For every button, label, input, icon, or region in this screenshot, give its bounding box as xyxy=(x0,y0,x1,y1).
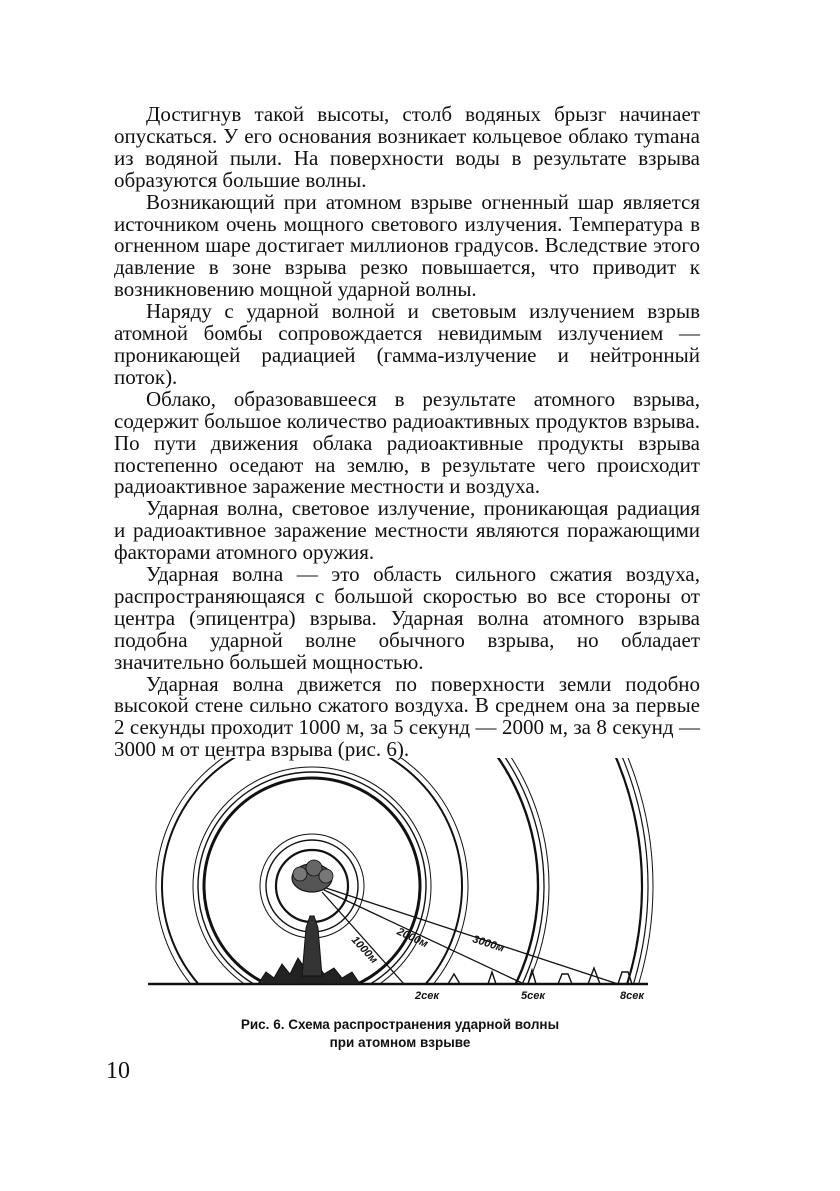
wave-5sec-ring xyxy=(148,758,538,1008)
distance-label-3000m: 3000м xyxy=(470,933,506,955)
distance-label-1000m: 1000м xyxy=(348,933,380,967)
distant-buildings xyxy=(448,968,632,984)
paragraph-4: Облако, образовавшееся в результате атомного взрыва, содержит большое количество радиоактивных продуктов взрыва. По пути движения облака радиоактивные продукты взрыва постепенно оседают на землю, в результате чего происходит радиоактивное заражение местности и воздуха. xyxy=(114,386,700,499)
wave-8sec-ring xyxy=(148,758,648,1008)
paragraph-6: Ударная волна — это область сильного сжатия воздуха, распространяющаяся с большой скоростью во все стороны от центра (эпицентра) взрыва. Ударная волна атомного взрыва подобна ударной волне обычного взрыва, но обладает значительно большей мощностью. xyxy=(114,562,700,674)
explosion-column xyxy=(302,916,322,976)
wave-8sec-ring xyxy=(148,758,642,1008)
paragraph-7: Ударная волна движется по поверхности земли подобно высокой стене сильно сжатого воздуха. В среднем она за первые 2 секунды проходит 1000 м, за 5 секунд — 2000 м, за 8 секунд — 3000 м от центра взрыва (рис. 6). xyxy=(114,671,700,762)
caption-line-2: при атомном взрыве xyxy=(329,1035,471,1050)
paragraph-2: Возникающий при атомном взрыве огненный шар является источником очень мощного светового излучения. Температура в огненном шаре достигает миллионов градусов. Вследствие этого давление в зоне взрыва резко повышается, что приводит к возникновению мощной ударной волны. xyxy=(114,189,700,302)
paragraph-1: Достигнув такой высоты, столб водяных брызг начинает опускаться. У его основания возникает кольцевое облако туmана из водяной пыли. На поверхности воды в результате взрыва образуются большие волны. xyxy=(114,102,700,192)
figure-caption xyxy=(190,1016,610,1052)
ray-3000m xyxy=(326,888,618,984)
time-label-2sec: 2сек xyxy=(415,990,439,1002)
page-number: 10 xyxy=(106,1058,130,1084)
wave-5sec-ring xyxy=(148,758,544,1008)
shock-wave-figure xyxy=(148,758,668,1008)
shock-wave-diagram xyxy=(148,758,668,1008)
fireball-icon xyxy=(292,860,333,892)
distance-label-2000m: 2000м xyxy=(394,925,430,951)
time-label-5sec: 5сек xyxy=(521,990,545,1002)
paragraph-5: Ударная волна, световое излучение, проникающая радиация и радиоактивное заражение местности являются поражающими факторами атомного оружия. xyxy=(114,496,700,565)
time-label-8sec: 8сек xyxy=(620,990,644,1002)
body-text xyxy=(114,104,700,761)
distance-rays xyxy=(322,888,618,984)
paragraph-3: Наряду с ударной волной и световым излучением взрыв атомной бомбы сопровождается невидимым излучением — проникающей радиацией (гамма-излучение и нейтронный поток). xyxy=(114,299,700,389)
caption-line-1: Рис. 6. Схема распространения ударной волны xyxy=(240,1017,560,1032)
